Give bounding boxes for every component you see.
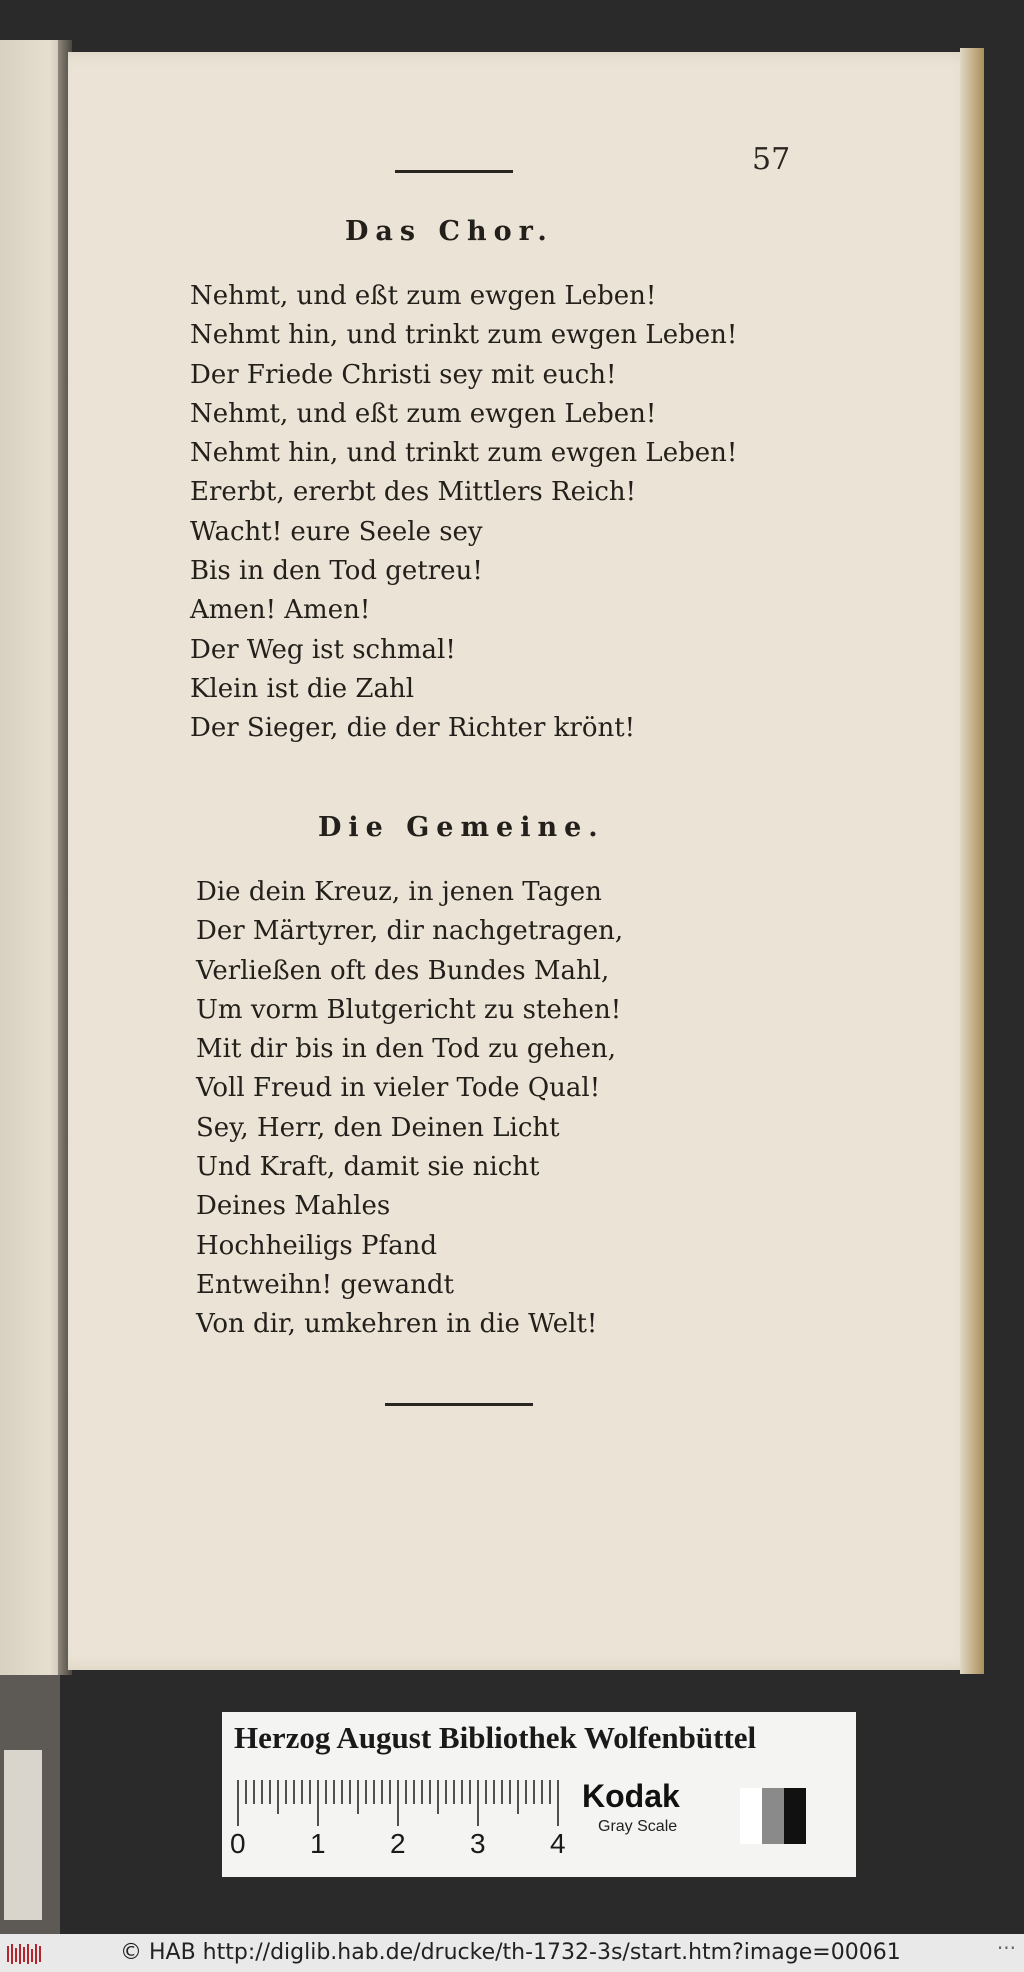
verse-line: Um vorm Blutgericht zu stehen! — [196, 994, 622, 1025]
scale-number: 1 — [310, 1828, 326, 1859]
verse-line: Nehmt hin, und trinkt zum ewgen Leben! — [190, 438, 738, 469]
scale-number: 4 — [550, 1828, 566, 1859]
verse-line: Wacht! eure Seele sey — [190, 516, 483, 547]
section-heading-chor: Das Chor. — [345, 216, 554, 247]
verse-line: Nehmt, und eßt zum ewgen Leben! — [190, 398, 657, 429]
stanza-chor — [190, 277, 737, 749]
verse-line: Ererbt, ererbt des Mittlers Reich! — [190, 477, 637, 508]
scale-number: 0 — [230, 1828, 246, 1859]
gray-swatch-black — [784, 1788, 806, 1844]
scale-number: 3 — [470, 1828, 486, 1859]
verse-line: Voll Freud in vieler Tode Qual! — [196, 1073, 601, 1104]
gray-swatch-white — [740, 1788, 762, 1844]
ruler-scale — [232, 1778, 572, 1828]
hab-logo-icon[interactable] — [6, 1942, 46, 1966]
kodak-gray-scale-label: Gray Scale — [598, 1818, 678, 1835]
verse-line: Sey, Herr, den Deinen Licht — [196, 1112, 560, 1143]
verse-line: Entweihn! gewandt — [196, 1269, 454, 1300]
gray-swatch-mid — [762, 1788, 784, 1844]
verse-line: Deines Mahles — [196, 1191, 391, 1222]
kodak-brand: Kodak — [582, 1778, 680, 1814]
verse-line: Amen! Amen! — [190, 595, 371, 626]
spine-label — [4, 1750, 42, 1920]
verse-line: Nehmt, und eßt zum ewgen Leben! — [190, 281, 657, 311]
verse-line: Der Weg ist schmal! — [190, 634, 456, 665]
page-edge — [960, 48, 984, 1674]
verse-line: Hochheiligs Pfand — [196, 1230, 437, 1261]
more-menu-icon[interactable]: ··· — [996, 1936, 1016, 1960]
section-heading-gemeine: Die Gemeine. — [318, 812, 605, 843]
verse-line: Mit dir bis in den Tod zu gehen, — [196, 1034, 616, 1065]
copyright-url[interactable]: © HAB http://diglib.hab.de/drucke/th-1732-3s/start.htm?image=00061 — [120, 1940, 901, 1965]
page-number: 57 — [752, 142, 791, 177]
target-title: Herzog August Bibliothek Wolfenbüttel — [234, 1720, 757, 1755]
stanza-gemeine — [196, 873, 623, 1345]
viewer-footer — [0, 1934, 1024, 1972]
verse-line: Und Kraft, damit sie nicht — [196, 1152, 540, 1183]
scale-number: 2 — [390, 1828, 406, 1859]
verse-line: Verließen oft des Bundes Mahl, — [196, 955, 610, 986]
verse-line: Der Friede Christi sey mit euch! — [190, 359, 617, 390]
bottom-rule — [385, 1403, 533, 1406]
color-target-card — [222, 1712, 856, 1877]
verse-line: Der Märtyrer, dir nachgetragen, — [196, 916, 624, 947]
verse-line: Der Sieger, die der Richter krönt! — [190, 713, 636, 744]
top-rule — [395, 170, 513, 173]
verse-line: Die dein Kreuz, in jenen Tagen — [196, 877, 602, 907]
verse-line: Von dir, umkehren in die Welt! — [196, 1309, 598, 1340]
verse-line: Klein ist die Zahl — [190, 673, 415, 704]
verse-line: Nehmt hin, und trinkt zum ewgen Leben! — [190, 320, 738, 351]
verse-line: Bis in den Tod getreu! — [190, 556, 483, 587]
